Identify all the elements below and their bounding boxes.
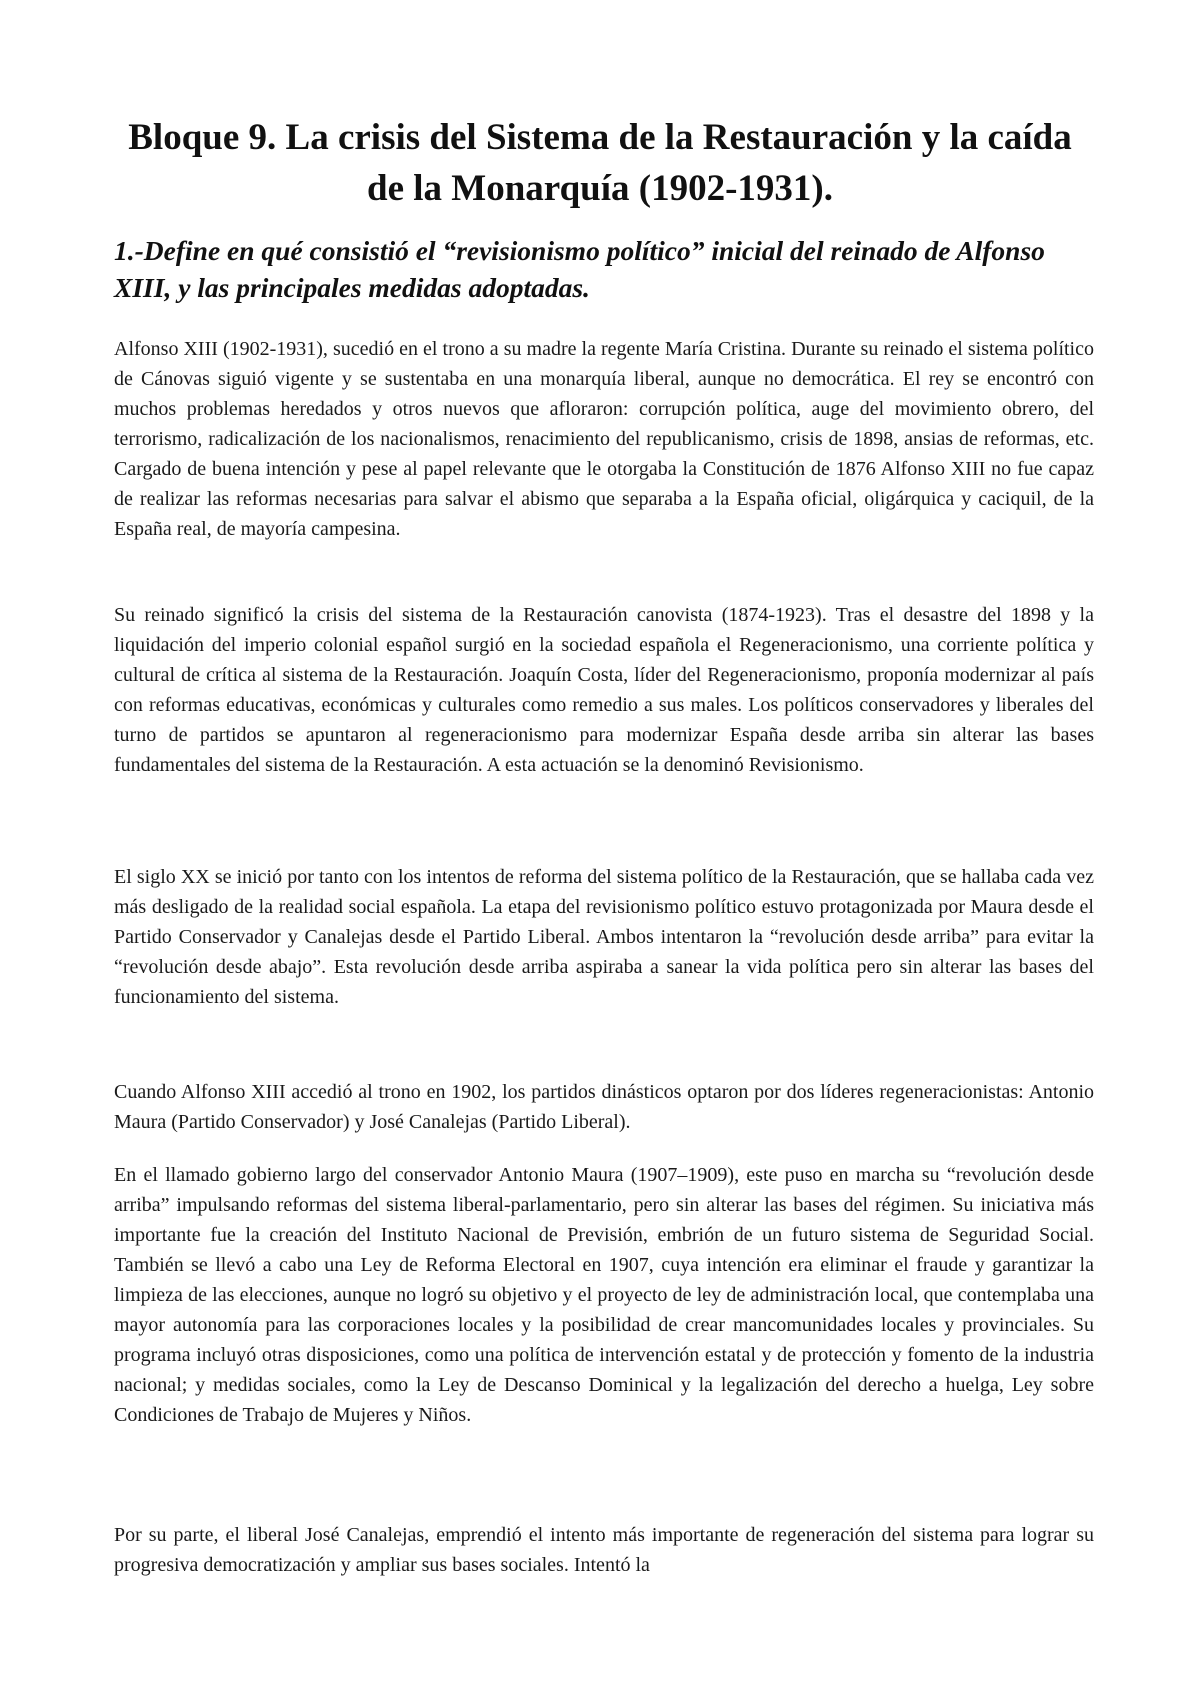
document-title: Bloque 9. La crisis del Sistema de la Restauración y la caída de la Monarquía (1902-1931). (128, 117, 1072, 209)
question-heading: 1.-Define en qué consistió el “revisionismo político” inicial del reinado de Alfonso XIII, y las principales medidas adoptadas. (114, 235, 1045, 303)
paragraph-6: Por su parte, el liberal José Canalejas, emprendió el intento más importante de regeneración del sistema para lograr su progresiva democratización y ampliar sus bases sociales. Intentó la (114, 1524, 1094, 1576)
paragraph-2: Su reinado significó la crisis del sistema de la Restauración canovista (1874-1923). Tras el desastre del 1898 y la liquidación del imperio colonial español surgió en la sociedad española el Regeneracionismo, una corriente política y cultural de crítica al sistema de la Restauración. Joaquín Costa, líder del Regeneracionismo, proponía modernizar al país con reformas educativas, económicas y culturales como remedio a sus males. Los políticos conservadores y liberales del turno de partidos se apuntaron al regeneracionismo para modernizar España desde arriba sin alterar las bases fundamentales del sistema de la Restauración. A esta actuación se la denominó Revisionismo. (114, 604, 1094, 776)
paragraph-5: En el llamado gobierno largo del conservador Antonio Maura (1907–1909), este puso en marcha su “revolución desde arriba” impulsando reformas del sistema liberal-parlamentario, pero sin alterar las bases del régimen. Su iniciativa más importante fue la creación del Instituto Nacional de Previsión, embrión de un futuro sistema de Seguridad Social. También se llevó a cabo una Ley de Reforma Electoral en 1907, cuya intención era eliminar el fraude y garantizar la limpieza de las elecciones, aunque no logró su objetivo y el proyecto de ley de administración local, que contemplaba una mayor autonomía para las corporaciones locales y la posibilidad de crear mancomunidades locales y provinciales. Su programa incluyó otras disposiciones, como una política de intervención estatal y de protección y fomento de la industria nacional; y medidas sociales, como la Ley de Descanso Dominical y la legalización del derecho a huelga, Ley sobre Condiciones de Trabajo de Mujeres y Niños. (114, 1164, 1094, 1426)
paragraph-4: Cuando Alfonso XIII accedió al trono en 1902, los partidos dinásticos optaron por dos líderes regeneracionistas: Antonio Maura (Partido Conservador) y José Canalejas (Partido Liberal). (114, 1081, 1094, 1133)
paragraph-3: El siglo XX se inició por tanto con los intentos de reforma del sistema político de la Restauración, que se hallaba cada vez más desligado de la realidad social española. La etapa del revisionismo político estuvo protagonizada por Maura desde el Partido Conservador y Canalejas desde el Partido Liberal. Ambos intentaron la “revolución desde arriba” para evitar la “revolución desde abajo”. Esta revolución desde arriba aspiraba a sanear la vida política pero sin alterar las bases del funcionamiento del sistema. (114, 866, 1094, 1008)
paragraph-1: Alfonso XIII (1902-1931), sucedió en el trono a su madre la regente María Cristina. Durante su reinado el sistema político de Cánovas siguió vigente y se sustentaba en una monarquía liberal, aunque no democrática. El rey se encontró con muchos problemas heredados y otros nuevos que afloraron: corrupción política, auge del movimiento obrero, del terrorismo, radicalización de los nacionalismos, renacimiento del republicanismo, crisis de 1898, ansias de reformas, etc. Cargado de buena intención y pese al papel relevante que le otorgaba la Constitución de 1876 Alfonso XIII no fue capaz de realizar las reformas necesarias para salvar el abismo que separaba a la España oficial, oligárquica y caciquil, de la España real, de mayoría campesina. (114, 338, 1094, 540)
